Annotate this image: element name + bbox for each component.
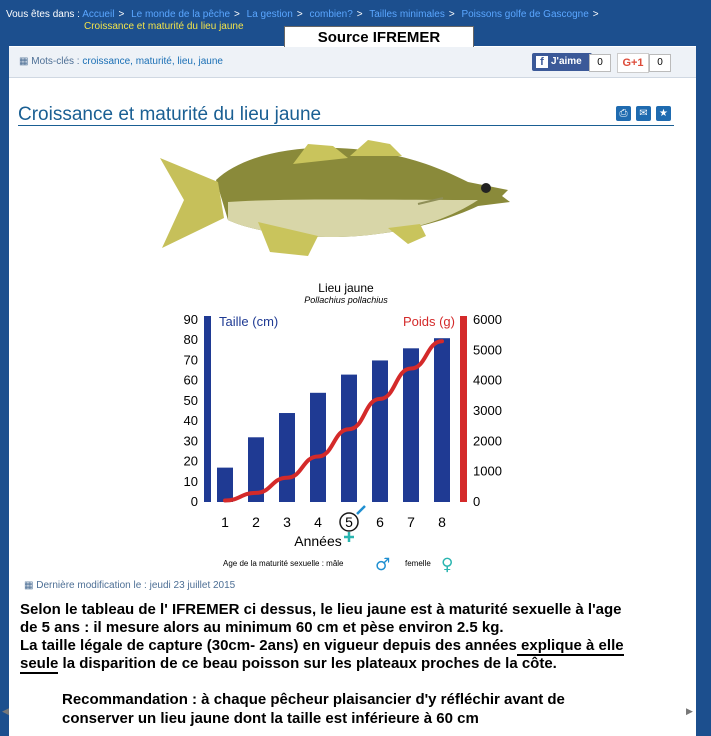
chart-title: Lieu jaune — [318, 281, 374, 295]
paragraph-line-4: la disparition de ce beau poisson sur les plateaux proches de la côte. — [58, 655, 557, 672]
bar-taille — [434, 338, 450, 502]
facebook-like-button[interactable] — [532, 53, 592, 71]
grid-icon: ▦ — [19, 56, 29, 67]
paragraph-emphasis: explique à elle — [516, 637, 624, 654]
y-tick-right: 4000 — [473, 372, 502, 388]
maturity-legend: Age de la maturité sexuelle : mâle — [223, 559, 344, 568]
growth-chart — [175, 270, 515, 575]
keywords — [19, 56, 223, 67]
y-tick-right: 6000 — [473, 312, 502, 327]
facebook-icon: f — [536, 56, 548, 68]
y-tick-left: 30 — [183, 433, 198, 449]
breadcrumb-link-gestion[interactable]: La gestion — [246, 9, 293, 20]
modified-date: jeudi 23 juillet 2015 — [149, 580, 236, 591]
y-tick-right: 3000 — [473, 403, 502, 418]
right-border — [696, 46, 711, 736]
facebook-like-label: J'aime — [551, 56, 582, 67]
left-border — [0, 46, 9, 736]
last-modified — [24, 580, 235, 591]
bar-taille — [217, 468, 233, 502]
y-tick-left: 20 — [183, 453, 198, 469]
title-divider — [18, 125, 674, 126]
keywords-bar — [9, 47, 696, 78]
bar-taille — [310, 393, 326, 502]
breadcrumb-link-poissons[interactable]: Poissons golfe de Gascogne — [461, 9, 589, 20]
fish-illustration — [158, 140, 518, 262]
y-tick-right: 5000 — [473, 342, 502, 358]
keywords-label: Mots-clés : — [31, 56, 80, 67]
bar-taille — [279, 413, 295, 502]
y-tick-left: 70 — [183, 352, 198, 368]
grid-icon: ▦ — [24, 580, 34, 591]
breadcrumb-prefix: Vous êtes dans : — [6, 9, 80, 20]
x-tick-label: 3 — [283, 514, 291, 530]
x-axis-label: Années — [294, 533, 342, 549]
breadcrumb-link-accueil[interactable]: Accueil — [82, 9, 115, 20]
y-tick-left: 80 — [183, 332, 198, 348]
print-icon[interactable]: ⎙ — [616, 106, 631, 121]
paragraph-emphasis-2: seule — [20, 655, 59, 672]
paragraph-line-2: de 5 ans : il mesure alors au minimum 60 cm et pèse environ 2.5 kg. — [20, 619, 504, 636]
left-axis-label: Taille (cm) — [219, 314, 279, 329]
right-axis-label: Poids (g) — [402, 314, 455, 329]
bar-taille — [341, 375, 357, 502]
y-tick-right: 2000 — [473, 433, 502, 449]
y-tick-left: 90 — [183, 312, 198, 327]
star-icon[interactable]: ★ — [656, 106, 671, 121]
article-paragraph — [20, 601, 690, 673]
paragraph-line-3: La taille légale de capture (30cm- 2ans) en vigueur depuis des années — [20, 637, 517, 654]
female-symbol-icon: ♀ — [441, 555, 454, 575]
gplus-count: 0 — [649, 54, 671, 72]
y-tick-left: 0 — [190, 494, 198, 509]
scroll-right-icon[interactable]: ▶ — [686, 706, 693, 716]
breadcrumb-link-monde[interactable]: Le monde de la pêche — [131, 9, 231, 20]
x-tick-label: 4 — [314, 514, 322, 530]
y-tick-left: 10 — [183, 473, 198, 489]
y-tick-left: 40 — [183, 413, 198, 429]
keywords-values[interactable]: croissance, maturité, lieu, jaune — [82, 56, 223, 67]
bar-taille — [372, 360, 388, 502]
breadcrumb: Vous êtes dans : Accueil > Le monde de la pêche > La gestion > combien? > Tailles minimales > Poissons golfe de Gascogne > Croissance et maturité du lieu jaune — [6, 9, 599, 32]
x-tick-label: 5 — [345, 514, 353, 530]
page-title: Croissance et maturité du lieu jaune — [18, 104, 322, 125]
x-tick-label: 1 — [221, 514, 229, 530]
x-tick-label: 8 — [438, 514, 446, 530]
x-tick-label: 6 — [376, 514, 384, 530]
source-label: Source IFREMER — [284, 26, 474, 50]
y-tick-right: 0 — [473, 494, 481, 509]
gplus-button[interactable]: G+1 — [617, 53, 649, 73]
y-tick-right: 1000 — [473, 463, 502, 479]
right-axis-bar — [460, 316, 467, 502]
breadcrumb-link-tailles[interactable]: Tailles minimales — [369, 9, 445, 20]
recommendation-line-2: conserver un lieu jaune dont la taille est inférieure à 60 cm — [62, 710, 479, 727]
y-tick-left: 50 — [183, 392, 198, 408]
x-tick-label: 2 — [252, 514, 260, 530]
male-symbol-arrow — [357, 506, 365, 514]
email-icon[interactable]: ✉ — [636, 106, 651, 121]
male-symbol-icon: ♂ — [375, 555, 391, 575]
female-legend-label: femelle — [405, 559, 431, 568]
breadcrumb-current: Croissance et maturité du lieu jaune — [84, 21, 244, 32]
y-tick-left: 60 — [183, 372, 198, 388]
recommendation-line-1: Recommandation : à chaque pêcheur plaisancier d'y réfléchir avant de — [62, 691, 565, 708]
paragraph-line-1: Selon le tableau de l' IFREMER ci dessus, le lieu jaune est à maturité sexuelle à l'age — [20, 601, 622, 618]
chart-subtitle: Pollachius pollachius — [304, 295, 388, 305]
female-symbol-cross — [344, 532, 354, 542]
modified-label: Dernière modification le : — [36, 580, 147, 591]
scroll-left-icon[interactable]: ◀ — [2, 706, 9, 716]
facebook-count: 0 — [589, 54, 611, 72]
left-axis-bar — [204, 316, 211, 502]
breadcrumb-link-combien[interactable]: combien? — [309, 9, 353, 20]
x-tick-label: 7 — [407, 514, 415, 530]
recommendation — [62, 690, 662, 728]
